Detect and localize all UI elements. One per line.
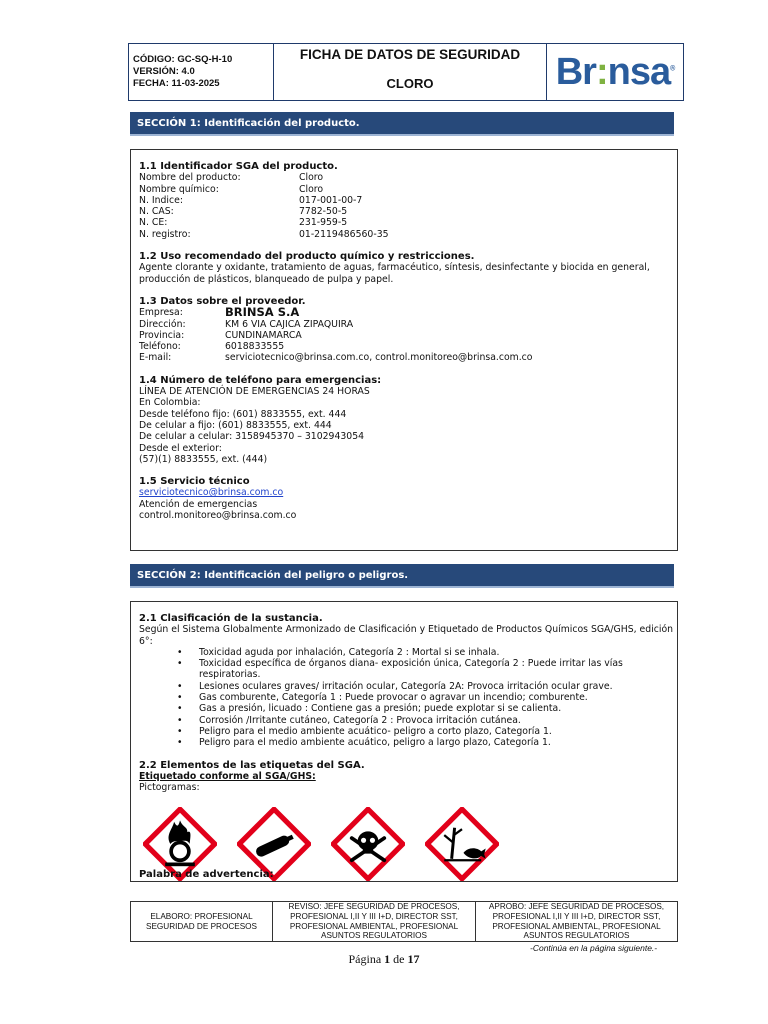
doc-code: CÓDIGO: GC-SQ-H-10	[133, 54, 233, 65]
hazard-list	[139, 647, 677, 749]
skull-crossbones-icon	[331, 807, 405, 881]
reviso-cell: REVISO: JEFE SEGURIDAD DE PROCESOS, PROFESIONAL I,II Y III I+D, DIRECTOR SST, PROFESIONAL AMBIENTAL, PROFESIONAL ASUNTOS REGULATORIOS	[273, 902, 476, 941]
s15-title: 1.5 Servicio técnico	[139, 476, 250, 488]
kv-label: Teléfono:	[139, 341, 181, 353]
signal-word-label: Palabra de advertencia:	[139, 869, 274, 880]
provider-list	[139, 307, 677, 363]
kv-label: N. Indice:	[139, 194, 183, 206]
kv-row	[139, 195, 677, 206]
hazard-item: • Toxicidad aguda por inhalación, Categoría 2 : Mortal si se inhala.	[139, 647, 677, 658]
kv-row	[139, 184, 677, 195]
kv-row	[139, 330, 677, 341]
kv-row	[139, 229, 677, 240]
section-1-box	[130, 149, 678, 551]
kv-label: Provincia:	[139, 329, 185, 341]
kv-label: Nombre químico:	[139, 183, 219, 195]
kv-value: 01-2119486560-35	[299, 228, 389, 240]
s22-title: 2.2 Elementos de las etiquetas del SGA.	[139, 759, 365, 771]
document-title: FICHA DE DATOS DE SEGURIDAD	[299, 47, 521, 62]
kv-row	[139, 307, 677, 318]
hazard-item: • Gas a presión, licuado : Contiene gas a presión; puede explotar si se calienta.	[139, 703, 677, 714]
approval-footer	[130, 901, 678, 942]
section-1-header: SECCIÓN 1: Identificación del producto.	[130, 112, 674, 136]
hazard-item: • Lesiones oculares graves/ irritación ocular, Categoría 2A: Provoca irritación ocular grave.	[139, 681, 677, 692]
kv-value: 7782-50-5	[299, 206, 348, 218]
kv-row	[139, 217, 677, 228]
kv-label: E-mail:	[139, 352, 172, 364]
emergency-line: De celular a fijo: (601) 8833555, ext. 444	[139, 419, 332, 431]
hazard-item: • Toxicidad específica de órganos diana- exposición única, Categoría 2 : Puede irritar las vías respiratorias.	[139, 658, 677, 681]
elaboro-cell: ELABORO: PROFESIONAL SEGURIDAD DE PROCESOS	[131, 902, 273, 941]
kv-value: serviciotecnico@brinsa.com.co, control.monitoreo@brinsa.com.co	[225, 352, 533, 364]
kv-value: KM 6 VIA CAJICA ZIPAQUIRA	[225, 318, 354, 330]
s15-line2: Atención de emergencias	[139, 498, 258, 510]
emergency-list	[139, 386, 677, 465]
kv-label: Nombre del producto:	[139, 172, 241, 184]
kv-row	[139, 319, 677, 330]
s12-title: 1.2 Uso recomendado del producto químico y restricciones.	[139, 251, 475, 263]
emergency-line: En Colombia:	[139, 397, 201, 409]
document-header	[128, 43, 684, 101]
kv-value: Cloro	[299, 172, 324, 184]
kv-label: N. registro:	[139, 228, 191, 240]
product-name: CLORO	[386, 76, 434, 91]
kv-value: 017-001-00-7	[299, 194, 363, 206]
s12-text: Agente clorante y oxidante, tratamiento de aguas, farmacéutico, síntesis, desinfectante y biocida en general, producción de plásticos, blanqueado de pulpa y papel.	[139, 262, 650, 285]
section-2-header: SECCIÓN 2: Identificación del peligro o peligros.	[130, 564, 674, 588]
emergency-line: Desde teléfono fijo: (601) 8833555, ext. 444	[139, 408, 347, 420]
kv-row	[139, 172, 677, 183]
hazard-item: • Gas comburente, Categoría 1 : Puede provocar o agravar un incendio; comburente.	[139, 692, 677, 703]
kv-row	[139, 341, 677, 352]
section-2-box	[130, 601, 678, 882]
document-meta	[129, 44, 274, 100]
hazard-item: • Corrosión /Irritante cutáneo, Categoría 2 : Provoca irritación cutánea.	[139, 715, 677, 726]
hazard-item: • Peligro para el medio ambiente acuático- peligro a corto plazo, Categoría 1.	[139, 726, 677, 737]
emergency-line: LÍNEA DE ATENCIÓN DE EMERGENCIAS 24 HORAS	[139, 386, 370, 398]
kv-label: Dirección:	[139, 318, 186, 330]
hazard-item: • Peligro para el medio ambiente acuático, peligro a largo plazo, Categoría 1.	[139, 737, 677, 748]
identifier-list	[139, 172, 677, 240]
doc-version: VERSIÓN: 4.0	[133, 66, 195, 77]
emergency-line: (57)(1) 8833555, ext. (444)	[139, 453, 268, 465]
kv-value: Cloro	[299, 183, 324, 195]
emergency-line: De celular a celular: 3158945370 – 3102943054	[139, 431, 365, 443]
brinsa-logo: Br:nsa®	[555, 50, 675, 93]
kv-row	[139, 352, 677, 363]
service-email-link[interactable]: serviciotecnico@brinsa.com.co	[139, 487, 284, 499]
s11-title: 1.1 Identificador SGA del producto.	[139, 161, 338, 172]
kv-value: CUNDINAMARCA	[225, 329, 302, 341]
kv-value: 6018833555	[225, 341, 285, 353]
pictogram-label: Pictogramas:	[139, 782, 200, 794]
kv-label: Empresa:	[139, 307, 183, 319]
doc-date: FECHA: 11-03-2025	[133, 78, 220, 89]
s21-title: 2.1 Clasificación de la sustancia.	[139, 613, 323, 624]
document-title-cell	[274, 44, 547, 100]
kv-value: BRINSA S.A	[225, 305, 300, 320]
emergency-line: Desde el exterior:	[139, 442, 222, 454]
continues-note: -Continúa en la página siguiente.-	[530, 943, 658, 953]
s14-title: 1.4 Número de teléfono para emergencias:	[139, 374, 382, 386]
s15-line3: control.monitoreo@brinsa.com.co	[139, 510, 297, 522]
page-number: Página 1 de 17	[348, 952, 420, 966]
kv-row	[139, 206, 677, 217]
kv-value: 231-959-5	[299, 217, 348, 229]
s21-intro: Según el Sistema Globalmente Armonizado de Clasificación y Etiquetado de Productos Químicos SGA/GHS, edición 6°:	[139, 624, 674, 647]
aprobo-cell: APROBO: JEFE SEGURIDAD DE PROCESOS, PROFESIONAL I,II Y III I+D, DIRECTOR SST, PROFESIONAL AMBIENTAL, PROFESIONAL ASUNTOS REGULATORIOS	[488, 901, 665, 941]
kv-label: N. CE:	[139, 217, 168, 229]
s22-subtitle: Etiquetado conforme al SGA/GHS:	[139, 770, 316, 782]
environment-icon	[425, 807, 499, 881]
kv-label: N. CAS:	[139, 206, 174, 218]
s13-title: 1.3 Datos sobre el proveedor.	[139, 295, 306, 307]
